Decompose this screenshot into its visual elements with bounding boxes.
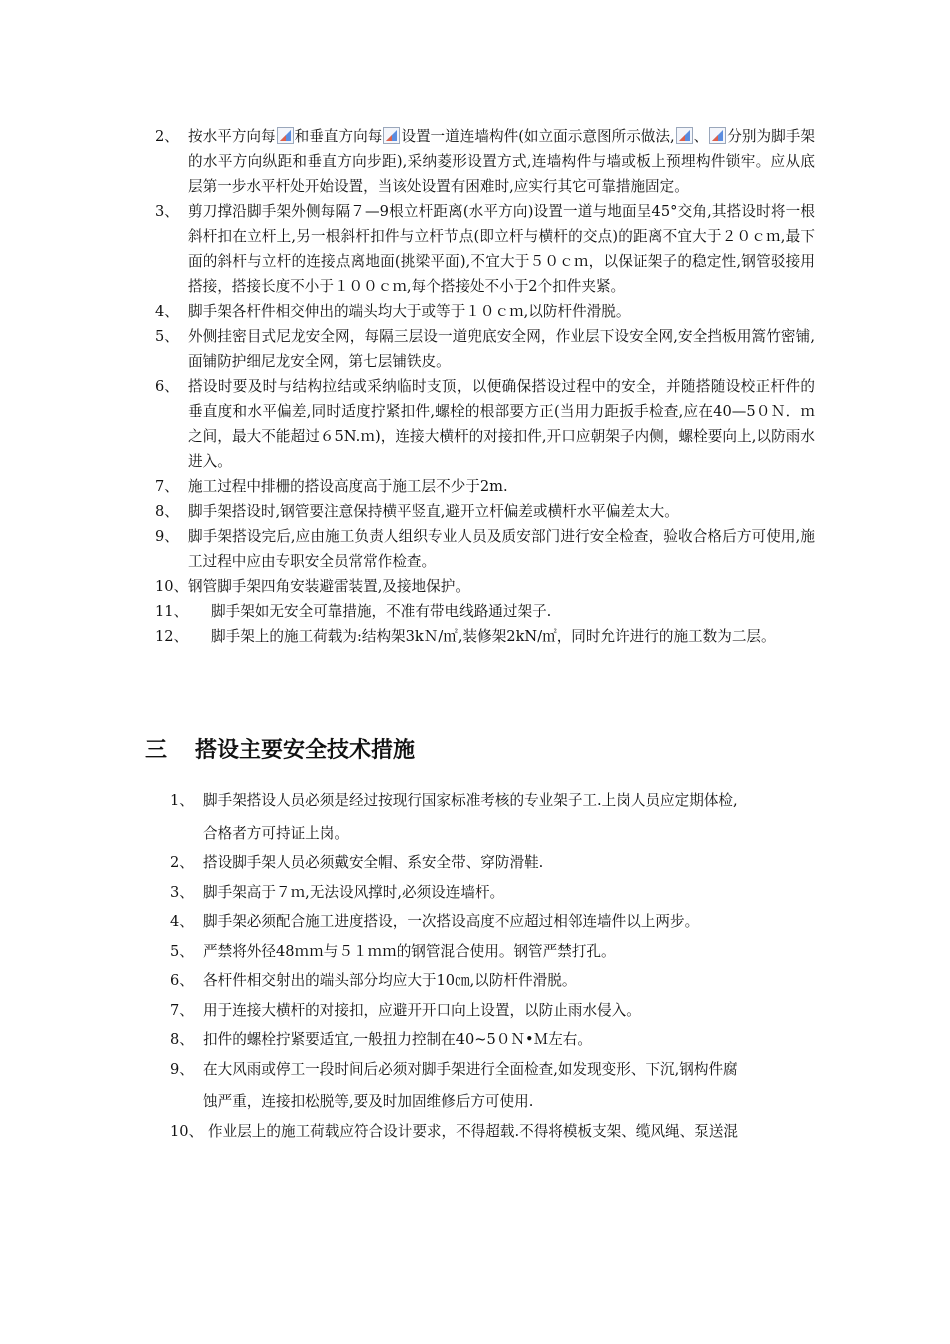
item-text: 脚手架必须配合施工进度搭设，一次搭设高度不应超过相邻连墙件以上两步。	[203, 913, 700, 930]
item-number: 4、	[170, 913, 194, 930]
item-text: 作业层上的施工荷载应符合设计要求，不得超载.不得将模板支架、缆风绳、泵送混	[208, 1122, 739, 1140]
list-item	[170, 1025, 820, 1055]
item-text: 按水平方向每 和垂直方向每 设置一道连墙构件(如立面示意图所示做法, 、 分别为脚手架的水平方向纵距和垂直方向步距),采纳菱形设置方式,连墙构件与墙或板上预埋构件锁牢。应从底层第一步水平杆处开始设置，当该处设置有困难时,应实行其它可靠措施固定。	[188, 128, 815, 195]
list-item	[170, 996, 820, 1026]
item-text: 用于连接大横杆的对接扣，应避开开口向上设置，以防止雨水侵入。	[203, 1001, 641, 1019]
list-item	[170, 1055, 820, 1117]
section-title: 搭设主要安全技术措施	[195, 738, 416, 763]
item-number: 6、	[170, 972, 194, 989]
item-number: 9、	[170, 1060, 194, 1078]
broken-image-icon	[383, 127, 400, 144]
list-item	[155, 474, 815, 499]
item-number: 6、	[155, 378, 179, 395]
item-text: 在大风雨或停工一段时间后必须对脚手架进行全面检查,如发现变形、下沉,钢构件腐 蚀严重，连接扣松脱等,要及时加固维修后方可使用.	[203, 1060, 738, 1110]
item-number: 2、	[170, 854, 194, 871]
item-number: 8、	[170, 1031, 194, 1048]
item-number: 7、	[170, 1001, 194, 1019]
item-number: 9、	[155, 528, 179, 545]
list-item	[155, 499, 815, 524]
item-number: 1、	[170, 792, 194, 809]
item-text: 脚手架搭设人员必须是经过按现行国家标准考核的专业架子工.上岗人员应定期体检, 合格者方可持证上岗。	[203, 792, 738, 842]
measures-list	[155, 124, 815, 649]
item-text: 脚手架搭设完后,应由施工负责人组织专业人员及质安部门进行安全检查，验收合格后方可使用,施工过程中应由专职安全员常常作检查。	[188, 528, 815, 570]
item-number: 8、	[155, 503, 179, 520]
broken-image-icon	[277, 127, 294, 144]
item-number: 2、	[155, 128, 179, 145]
safety-measures-list	[170, 786, 820, 1146]
item-text: 脚手架如无安全可靠措施，不准有带电线路通过架子.	[211, 603, 552, 620]
list-item	[170, 966, 820, 996]
list-item	[170, 786, 820, 848]
item-number: 3、	[170, 883, 194, 901]
list-item	[155, 524, 815, 574]
item-text: 脚手架各杆件相交伸出的端头均大于或等于１０ｃｍ,以防杆件滑脱。	[188, 303, 631, 320]
item-number: 10、	[155, 578, 189, 595]
list-item	[170, 1117, 820, 1147]
item-number: 5、	[170, 942, 194, 960]
broken-image-icon	[709, 127, 726, 144]
section-heading	[145, 733, 415, 764]
list-item	[155, 574, 815, 599]
list-item	[155, 624, 815, 649]
item-text: 钢管脚手架四角安装避雷装置,及接地保护。	[188, 578, 470, 595]
item-number: 10、	[170, 1122, 204, 1140]
item-number: 12、	[155, 628, 189, 645]
item-text: 脚手架高于７ｍ,无法设风撑时,必须设连墙杆。	[203, 883, 505, 901]
list-item	[155, 299, 815, 324]
item-text: 外侧挂密目式尼龙安全网，每隔三层设一道兜底安全网，作业层下设安全网,安全挡板用篙竹密铺,面铺防护细尼龙安全网，第七层铺铁皮。	[188, 328, 815, 370]
item-text: 搭设脚手架人员必须戴安全帽、系安全带、穿防滑鞋.	[203, 854, 544, 871]
list-item	[155, 124, 815, 199]
item-text: 搭设时要及时与结构拉结或采纳临时支顶，以便确保搭设过程中的安全，并随搭随设校正杆件的垂直度和水平偏差,同时适度拧紧扣件,螺栓的根部要方正(当用力距扳手检查,应在40—5０Ｎ．ｍ之间，最大不能超过６5N.ｍ)，连接大横杆的对接扣件,开口应朝架子内侧，螺栓要向上,以防雨水进入。	[188, 378, 815, 470]
item-number: 4、	[155, 303, 179, 320]
item-text: 脚手架搭设时,钢管要注意保持横平竖直,避开立杆偏差或横杆水平偏差太大。	[188, 503, 679, 520]
item-number: 3、	[155, 203, 179, 220]
list-item	[170, 907, 820, 937]
item-text: 脚手架上的施工荷载为:结构架3kＮ/㎡,装修架2kN/㎡，同时允许进行的施工数为二层。	[211, 628, 776, 645]
list-item	[170, 848, 820, 878]
item-number: 5、	[155, 328, 179, 345]
list-item	[155, 599, 815, 624]
item-number: 11、	[155, 603, 189, 620]
broken-image-icon	[676, 127, 693, 144]
list-item	[155, 199, 815, 299]
section-number: 三	[145, 738, 168, 763]
list-item	[155, 324, 815, 374]
list-item	[155, 374, 815, 474]
item-text: 严禁将外径48ｍｍ与５１ｍｍ的钢管混合使用。钢管严禁打孔。	[203, 942, 616, 960]
item-number: 7、	[155, 478, 179, 495]
item-text: 各杆件相交射出的端头部分均应大于10㎝,以防杆件滑脱。	[203, 972, 577, 989]
item-text: 施工过程中排栅的搭设高度高于施工层不少于2m.	[188, 478, 508, 495]
item-text: 扣件的螺栓拧紧要适宜,一般扭力控制在40~5０Ｎ•Ｍ左右。	[203, 1031, 592, 1048]
item-text: 剪刀撑沿脚手架外侧每隔７—9根立杆距离(水平方向)设置一道与地面呈45°交角,其搭设时将一根斜杆扣在立杆上,另一根斜杆扣件与立杆节点(即立杆与横杆的交点)的距离不宜大于２０ｃｍ,最下面的斜杆与立杆的连接点离地面(挑梁平面),不宜大于５０ｃｍ，以保证架子的稳定性,钢管驳接用搭接，搭接长度不小于１００ｃｍ,每个搭接处不小于2个扣件夹紧。	[188, 203, 815, 295]
list-item	[170, 937, 820, 967]
list-item	[170, 878, 820, 908]
